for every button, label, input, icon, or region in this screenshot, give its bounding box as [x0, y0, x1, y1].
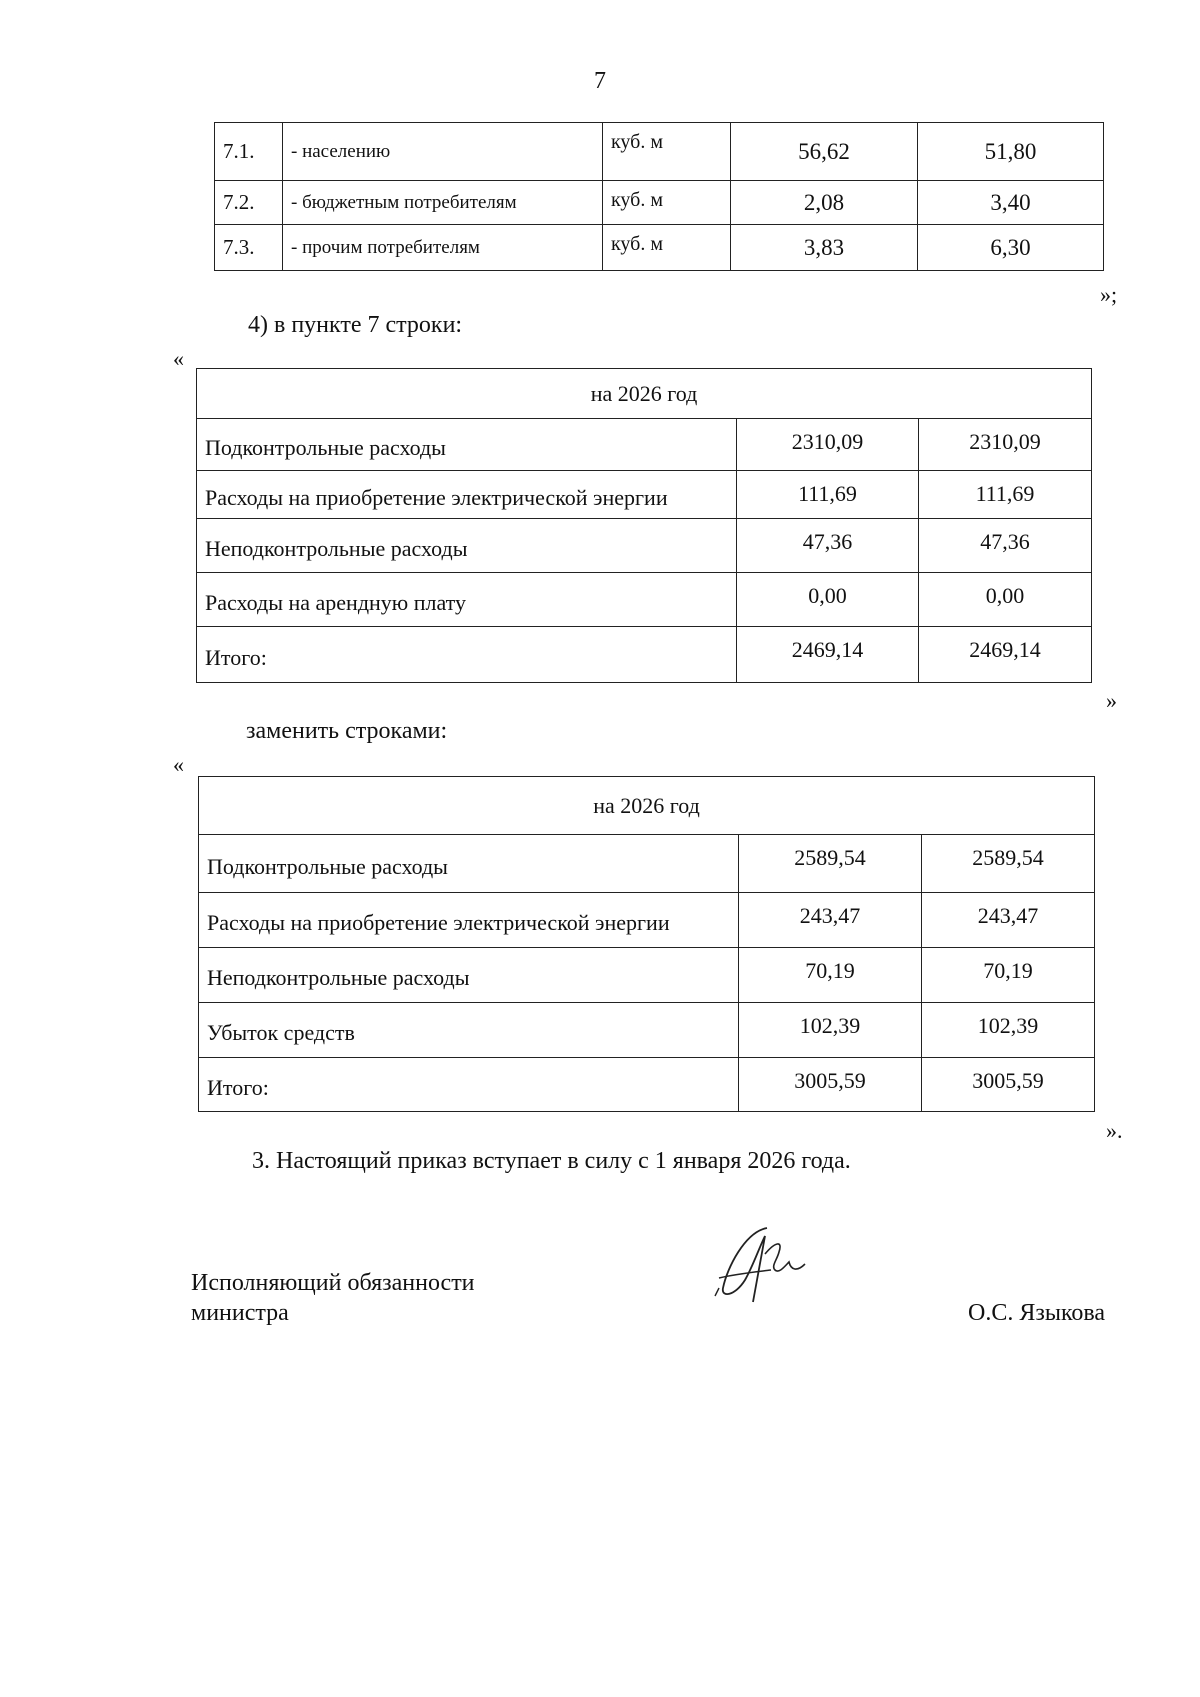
row-name: - населению: [283, 123, 603, 181]
row-index: 7.3.: [215, 225, 283, 271]
table-row: [197, 573, 1092, 627]
row-value-1: 70,19: [739, 948, 922, 1003]
item-3-text: 3. Настоящий приказ вступает в силу с 1 января 2026 года.: [252, 1148, 851, 1174]
row-label: Неподконтрольные расходы: [199, 948, 739, 1003]
table-row: [199, 835, 1095, 893]
row-value-1: 2310,09: [737, 419, 919, 471]
signatory-title: [191, 1268, 475, 1328]
row-label: Подконтрольные расходы: [197, 419, 737, 471]
item-4-text: 4) в пункте 7 строки:: [248, 312, 463, 338]
row-value-2: 6,30: [918, 225, 1104, 271]
row-value-2: 102,39: [922, 1003, 1095, 1058]
table-row: [199, 948, 1095, 1003]
row-name: - прочим потребителям: [283, 225, 603, 271]
row-value-1: 2469,14: [737, 627, 919, 683]
row-index: 7.1.: [215, 123, 283, 181]
replace-text: заменить строками:: [246, 718, 448, 744]
row-value-1: 47,36: [737, 519, 919, 573]
row-value-2: 2469,14: [919, 627, 1092, 683]
row-value-1: 243,47: [739, 893, 922, 948]
new-rows-table: [198, 776, 1095, 1112]
consumption-table: [214, 122, 1104, 271]
row-value-1: 3005,59: [739, 1058, 922, 1112]
row-label: Убыток средств: [199, 1003, 739, 1058]
row-value-2: 70,19: [922, 948, 1095, 1003]
signatory-title-line-1: Исполняющий обязанности: [191, 1270, 475, 1296]
row-value-2: 2589,54: [922, 835, 1095, 893]
table-header: на 2026 год: [197, 369, 1092, 419]
table-row: [215, 181, 1104, 225]
row-label: Итого:: [197, 627, 737, 683]
row-value-2: 243,47: [922, 893, 1095, 948]
row-value-1: 56,62: [731, 123, 918, 181]
row-label: Расходы на приобретение электрической энергии: [199, 893, 739, 948]
table-header: на 2026 год: [199, 777, 1095, 835]
table-row: [199, 1003, 1095, 1058]
row-index: 7.2.: [215, 181, 283, 225]
row-value-1: 0,00: [737, 573, 919, 627]
row-label: Расходы на приобретение электрической энергии: [197, 471, 737, 519]
table-row: [199, 893, 1095, 948]
closing-quote: ».: [1106, 1118, 1123, 1143]
row-value-1: 111,69: [737, 471, 919, 519]
row-label: Подконтрольные расходы: [199, 835, 739, 893]
opening-quote: «: [173, 752, 184, 777]
closing-quote: »: [1106, 688, 1117, 713]
page-number: 7: [594, 68, 606, 94]
table-row: [197, 471, 1092, 519]
old-rows-table: [196, 368, 1092, 683]
handwritten-signature: [705, 1218, 825, 1308]
row-value-1: 102,39: [739, 1003, 922, 1058]
table-header-row: [197, 369, 1092, 419]
opening-quote: «: [173, 346, 184, 371]
signatory-title-line-2: министра: [191, 1300, 289, 1326]
row-value-2: 51,80: [918, 123, 1104, 181]
table-row: [215, 123, 1104, 181]
table-row: [199, 1058, 1095, 1112]
table-row: [197, 519, 1092, 573]
table-row: [215, 225, 1104, 271]
signatory-name: О.С. Языкова: [968, 1300, 1106, 1326]
table-row: [197, 419, 1092, 471]
row-label: Расходы на арендную плату: [197, 573, 737, 627]
row-value-1: 3,83: [731, 225, 918, 271]
row-label: Итого:: [199, 1058, 739, 1112]
row-name: - бюджетным потребителям: [283, 181, 603, 225]
row-value-2: 3,40: [918, 181, 1104, 225]
row-value-1: 2589,54: [739, 835, 922, 893]
table-header-row: [199, 777, 1095, 835]
row-unit: куб. м: [603, 225, 731, 271]
closing-quote: »;: [1100, 282, 1118, 307]
row-unit: куб. м: [603, 181, 731, 225]
row-value-2: 47,36: [919, 519, 1092, 573]
row-unit: куб. м: [603, 123, 731, 181]
row-label: Неподконтрольные расходы: [197, 519, 737, 573]
row-value-1: 2,08: [731, 181, 918, 225]
table-row: [197, 627, 1092, 683]
row-value-2: 3005,59: [922, 1058, 1095, 1112]
row-value-2: 2310,09: [919, 419, 1092, 471]
row-value-2: 0,00: [919, 573, 1092, 627]
row-value-2: 111,69: [919, 471, 1092, 519]
